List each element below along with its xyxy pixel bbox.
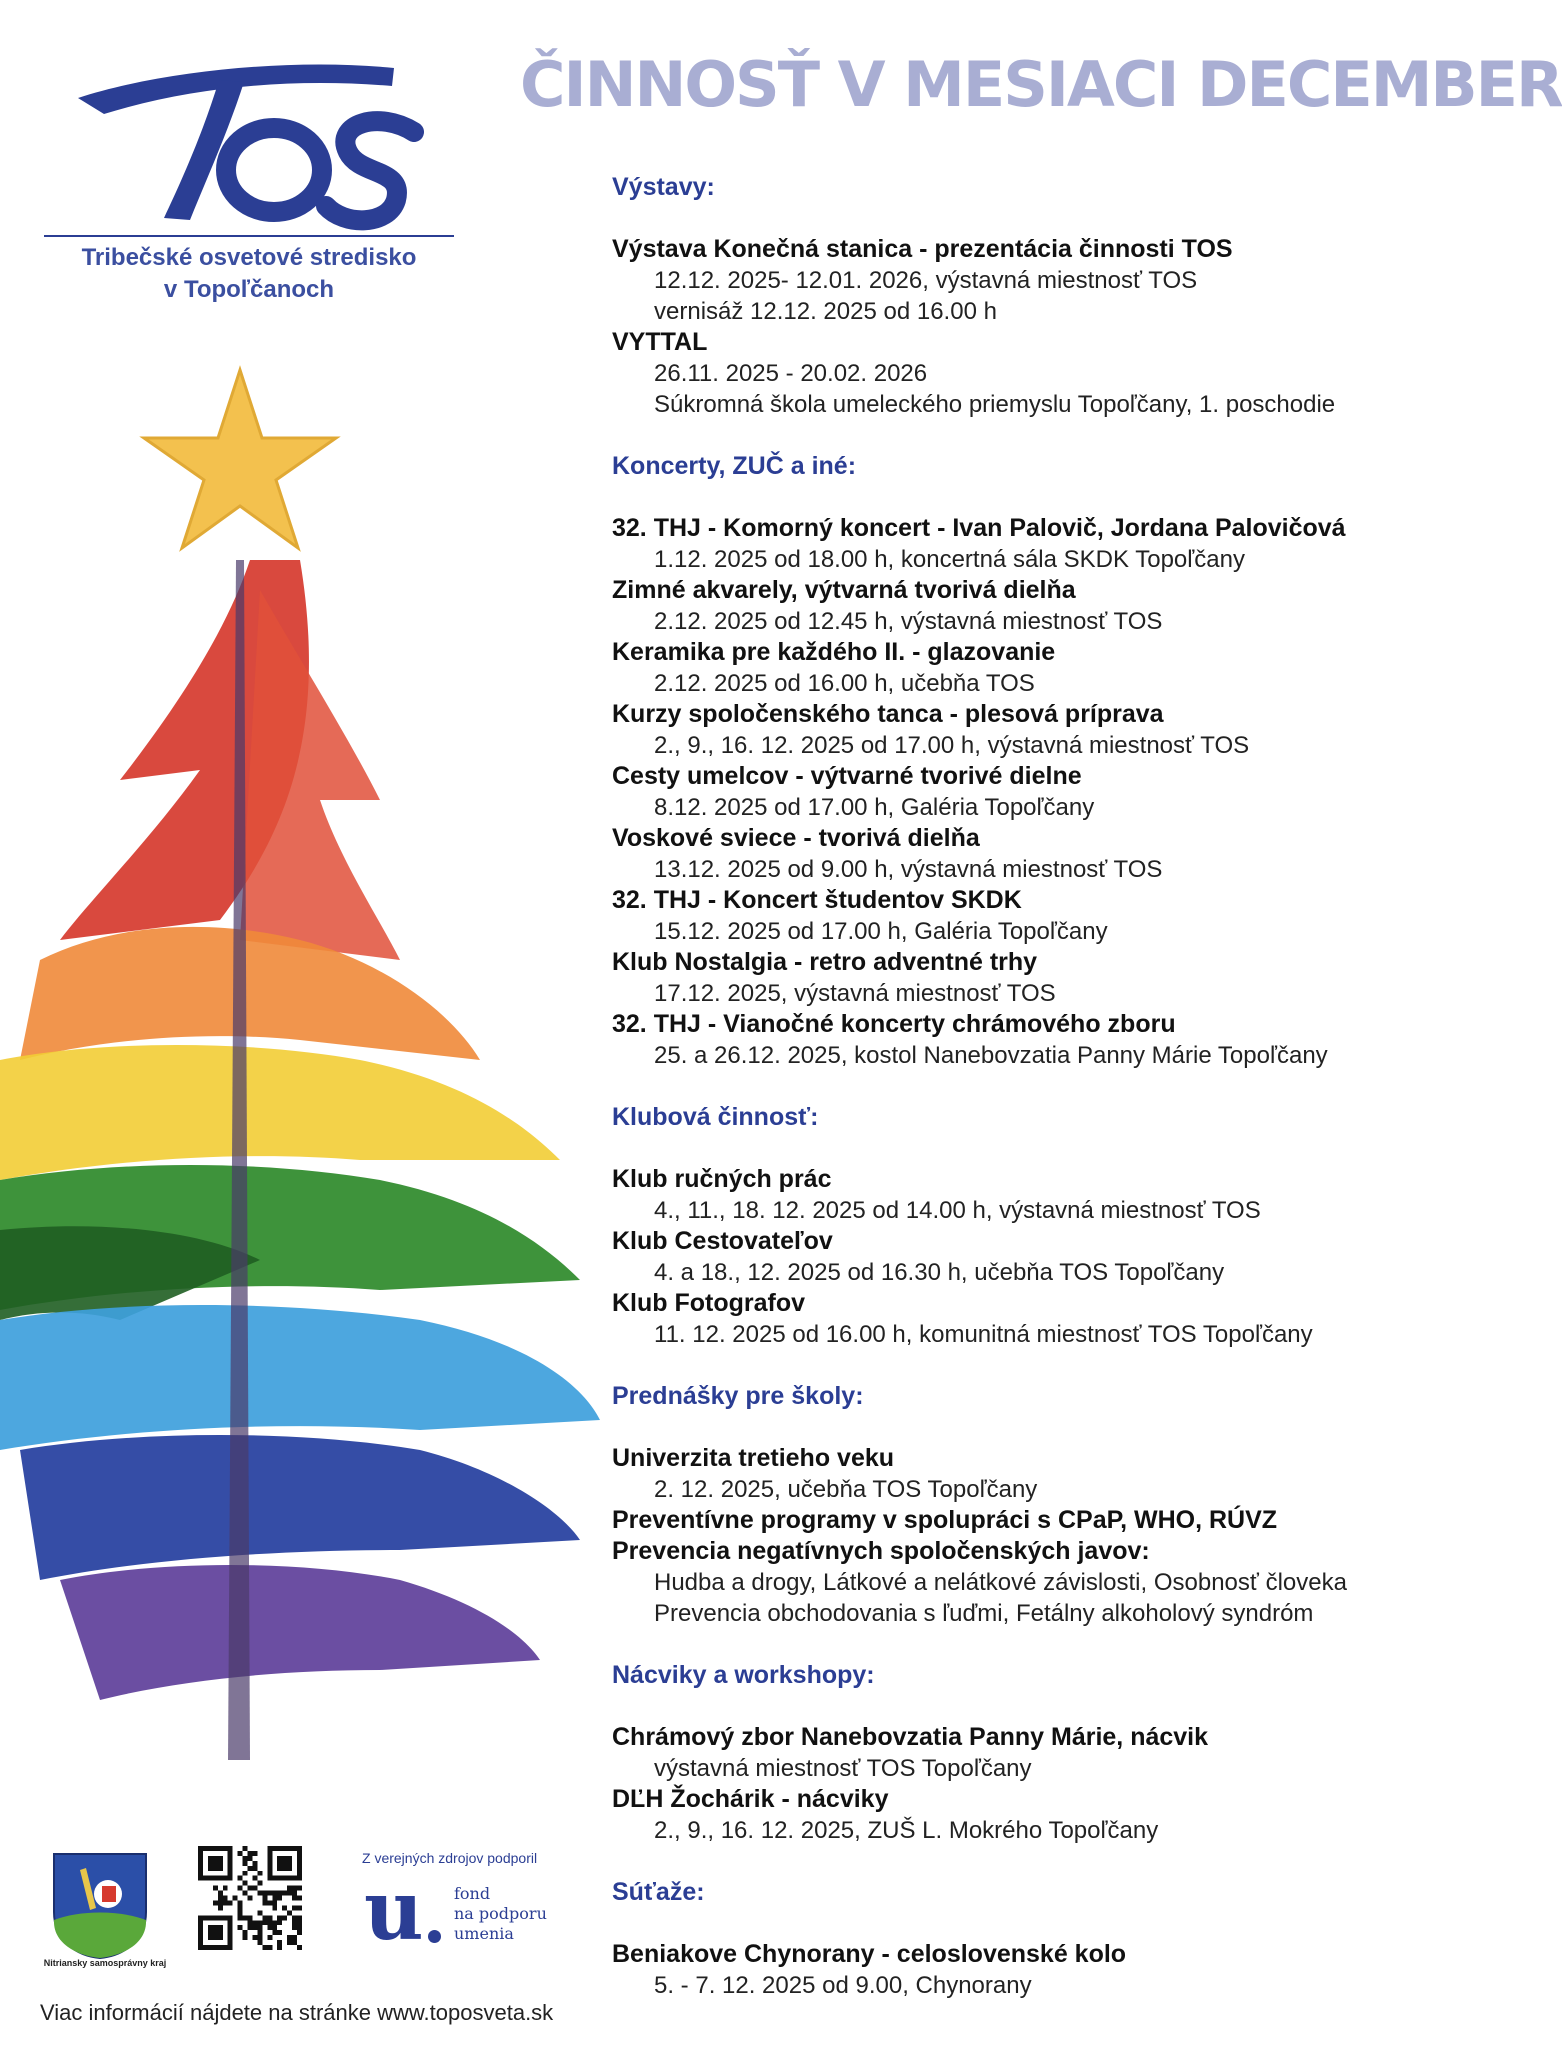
- fund-logo-dot: [428, 1930, 441, 1943]
- section: [612, 1877, 1432, 2001]
- fund-line1: fond: [454, 1884, 491, 1903]
- event-detail: Prevencia obchodovania s ľuďmi, Fetálny alkoholový syndróm: [654, 1600, 1314, 1627]
- sponsor-logos: [40, 1840, 580, 1968]
- section-gap: [612, 1629, 1432, 1660]
- section-heading: Koncerty, ZUČ a iné:: [612, 452, 857, 480]
- event-title: DĽH Žochárik - nácviky: [612, 1785, 889, 1813]
- fund-for-arts-logo: [350, 1840, 580, 1960]
- footer-info-text: Viac informácií nájdete na stránke www.toposveta.sk: [40, 2000, 554, 2025]
- fund-logo-text: [454, 1884, 547, 1944]
- event-title: Zimné akvarely, výtvarná tvorivá dielňa: [612, 576, 1076, 604]
- event-title: Preventívne programy v spolupráci s CPaP, WHO, RÚVZ: [612, 1506, 1278, 1534]
- logo-subtitle-line2: v Topoľčanoch: [163, 276, 335, 303]
- event-detail: výstavná miestnosť TOS Topoľčany: [654, 1755, 1032, 1782]
- event-detail: Súkromná škola umeleckého priemyslu Topoľčany, 1. poschodie: [654, 391, 1336, 418]
- fund-line3: umenia: [454, 1924, 514, 1943]
- event-title: 32. THJ - Komorný koncert - Ivan Palovič, Jordana Palovičová: [612, 514, 1346, 542]
- section-heading: Výstavy:: [612, 173, 715, 201]
- section-gap: [612, 420, 1432, 451]
- event-title: Klub Cestovateľov: [612, 1227, 833, 1255]
- fund-line2: na podporu: [454, 1904, 547, 1923]
- event-detail: 2.12. 2025 od 12.45 h, výstavná miestnosť TOS: [654, 608, 1163, 635]
- event-title: Kurzy spoločenského tanca - plesová príprava: [612, 700, 1164, 728]
- tos-logo-mark: [44, 40, 454, 240]
- event-title: Výstava Konečná stanica - prezentácia činnosti TOS: [612, 235, 1233, 263]
- event-detail: 4. a 18., 12. 2025 od 16.30 h, učebňa TOS Topoľčany: [654, 1259, 1225, 1286]
- event-detail: 4., 11., 18. 12. 2025 od 14.00 h, výstavná miestnosť TOS: [654, 1197, 1261, 1224]
- section-heading: Klubová činnosť:: [612, 1103, 819, 1131]
- page-title: ČINNOSŤ V MESIACI DECEMBER: [520, 48, 1562, 121]
- event-detail: 25. a 26.12. 2025, kostol Nanebovzatia Panny Márie Topoľčany: [654, 1042, 1328, 1069]
- section-gap: [612, 1071, 1432, 1102]
- event-title: 32. THJ - Vianočné koncerty chrámového zboru: [612, 1010, 1176, 1038]
- event-detail: 2. 12. 2025, učebňa TOS Topoľčany: [654, 1476, 1038, 1503]
- section-gap: [612, 1350, 1432, 1381]
- section: [612, 1660, 1432, 1877]
- event-title: Klub Fotografov: [612, 1289, 806, 1317]
- event-detail: vernisáž 12.12. 2025 od 16.00 h: [654, 298, 997, 325]
- event-title: Klub ručných prác: [612, 1165, 832, 1193]
- event-detail: 2., 9., 16. 12. 2025 od 17.00 h, výstavná miestnosť TOS: [654, 732, 1250, 759]
- tos-logo: [44, 40, 454, 320]
- event-title: Klub Nostalgia - retro adventné trhy: [612, 948, 1038, 976]
- section-heading: Prednášky pre školy:: [612, 1382, 864, 1410]
- tree-brush-strokes: [0, 560, 600, 1760]
- event-title: Voskové sviece - tvorivá dielňa: [612, 824, 980, 852]
- qr-code-icon[interactable]: [198, 1846, 302, 1950]
- event-detail: 12.12. 2025- 12.01. 2026, výstavná miestnosť TOS: [654, 267, 1198, 294]
- star-icon: [144, 370, 336, 548]
- event-title: Prevencia negatívnych spoločenských javov:: [612, 1537, 1150, 1565]
- event-detail: 26.11. 2025 - 20.02. 2026: [654, 360, 928, 387]
- section: [612, 451, 1432, 1102]
- section: [612, 172, 1432, 451]
- event-title: Cesty umelcov - výtvarné tvorivé dielne: [612, 762, 1082, 790]
- logo-subtitle-line1: Tribečské osvetové stredisko: [81, 244, 417, 271]
- section-gap: [612, 1846, 1432, 1877]
- event-title: Chrámový zbor Nanebovzatia Panny Márie, nácvik: [612, 1723, 1209, 1751]
- event-detail: 15.12. 2025 od 17.00 h, Galéria Topoľčany: [654, 918, 1108, 945]
- event-listing: [612, 172, 1432, 2001]
- section: [612, 1381, 1432, 1660]
- section: [612, 1102, 1432, 1381]
- event-title: VYTTAL: [612, 328, 708, 356]
- event-title: Univerzita tretieho veku: [612, 1444, 895, 1472]
- section-heading: Nácviky a workshopy:: [612, 1661, 875, 1689]
- event-detail: 1.12. 2025 od 18.00 h, koncertná sála SKDK Topoľčany: [654, 546, 1245, 573]
- event-detail: 11. 12. 2025 od 16.00 h, komunitná miestnosť TOS Topoľčany: [654, 1321, 1313, 1348]
- event-detail: 8.12. 2025 od 17.00 h, Galéria Topoľčany: [654, 794, 1095, 821]
- event-title: Keramika pre každého II. - glazovanie: [612, 638, 1056, 666]
- rainbow-christmas-tree-illustration: [0, 360, 610, 1760]
- event-detail: 17.12. 2025, výstavná miestnosť TOS: [654, 980, 1056, 1007]
- event-detail: 13.12. 2025 od 9.00 h, výstavná miestnosť TOS: [654, 856, 1163, 883]
- fund-logo-letter: u: [364, 1863, 424, 1959]
- fund-supported-text: Z verejných zdrojov podporil: [362, 1850, 538, 1866]
- event-title: Beniakove Chynorany - celoslovenské kolo: [612, 1940, 1127, 1968]
- event-detail: 2., 9., 16. 12. 2025, ZUŠ L. Mokrého Topoľčany: [654, 1817, 1159, 1844]
- event-detail: 2.12. 2025 od 16.00 h, učebňa TOS: [654, 670, 1035, 697]
- section-heading: Súťaže:: [612, 1878, 705, 1906]
- crest-label: Nitriansky samosprávny kraj: [43, 1958, 167, 1968]
- event-detail: Hudba a drogy, Látkové a nelátkové závislosti, Osobnosť človeka: [654, 1569, 1347, 1596]
- event-title: 32. THJ - Koncert študentov SKDK: [612, 886, 1022, 914]
- nitra-region-crest-icon: [50, 1850, 150, 1960]
- event-detail: 5. - 7. 12. 2025 od 9.00, Chynorany: [654, 1972, 1032, 1999]
